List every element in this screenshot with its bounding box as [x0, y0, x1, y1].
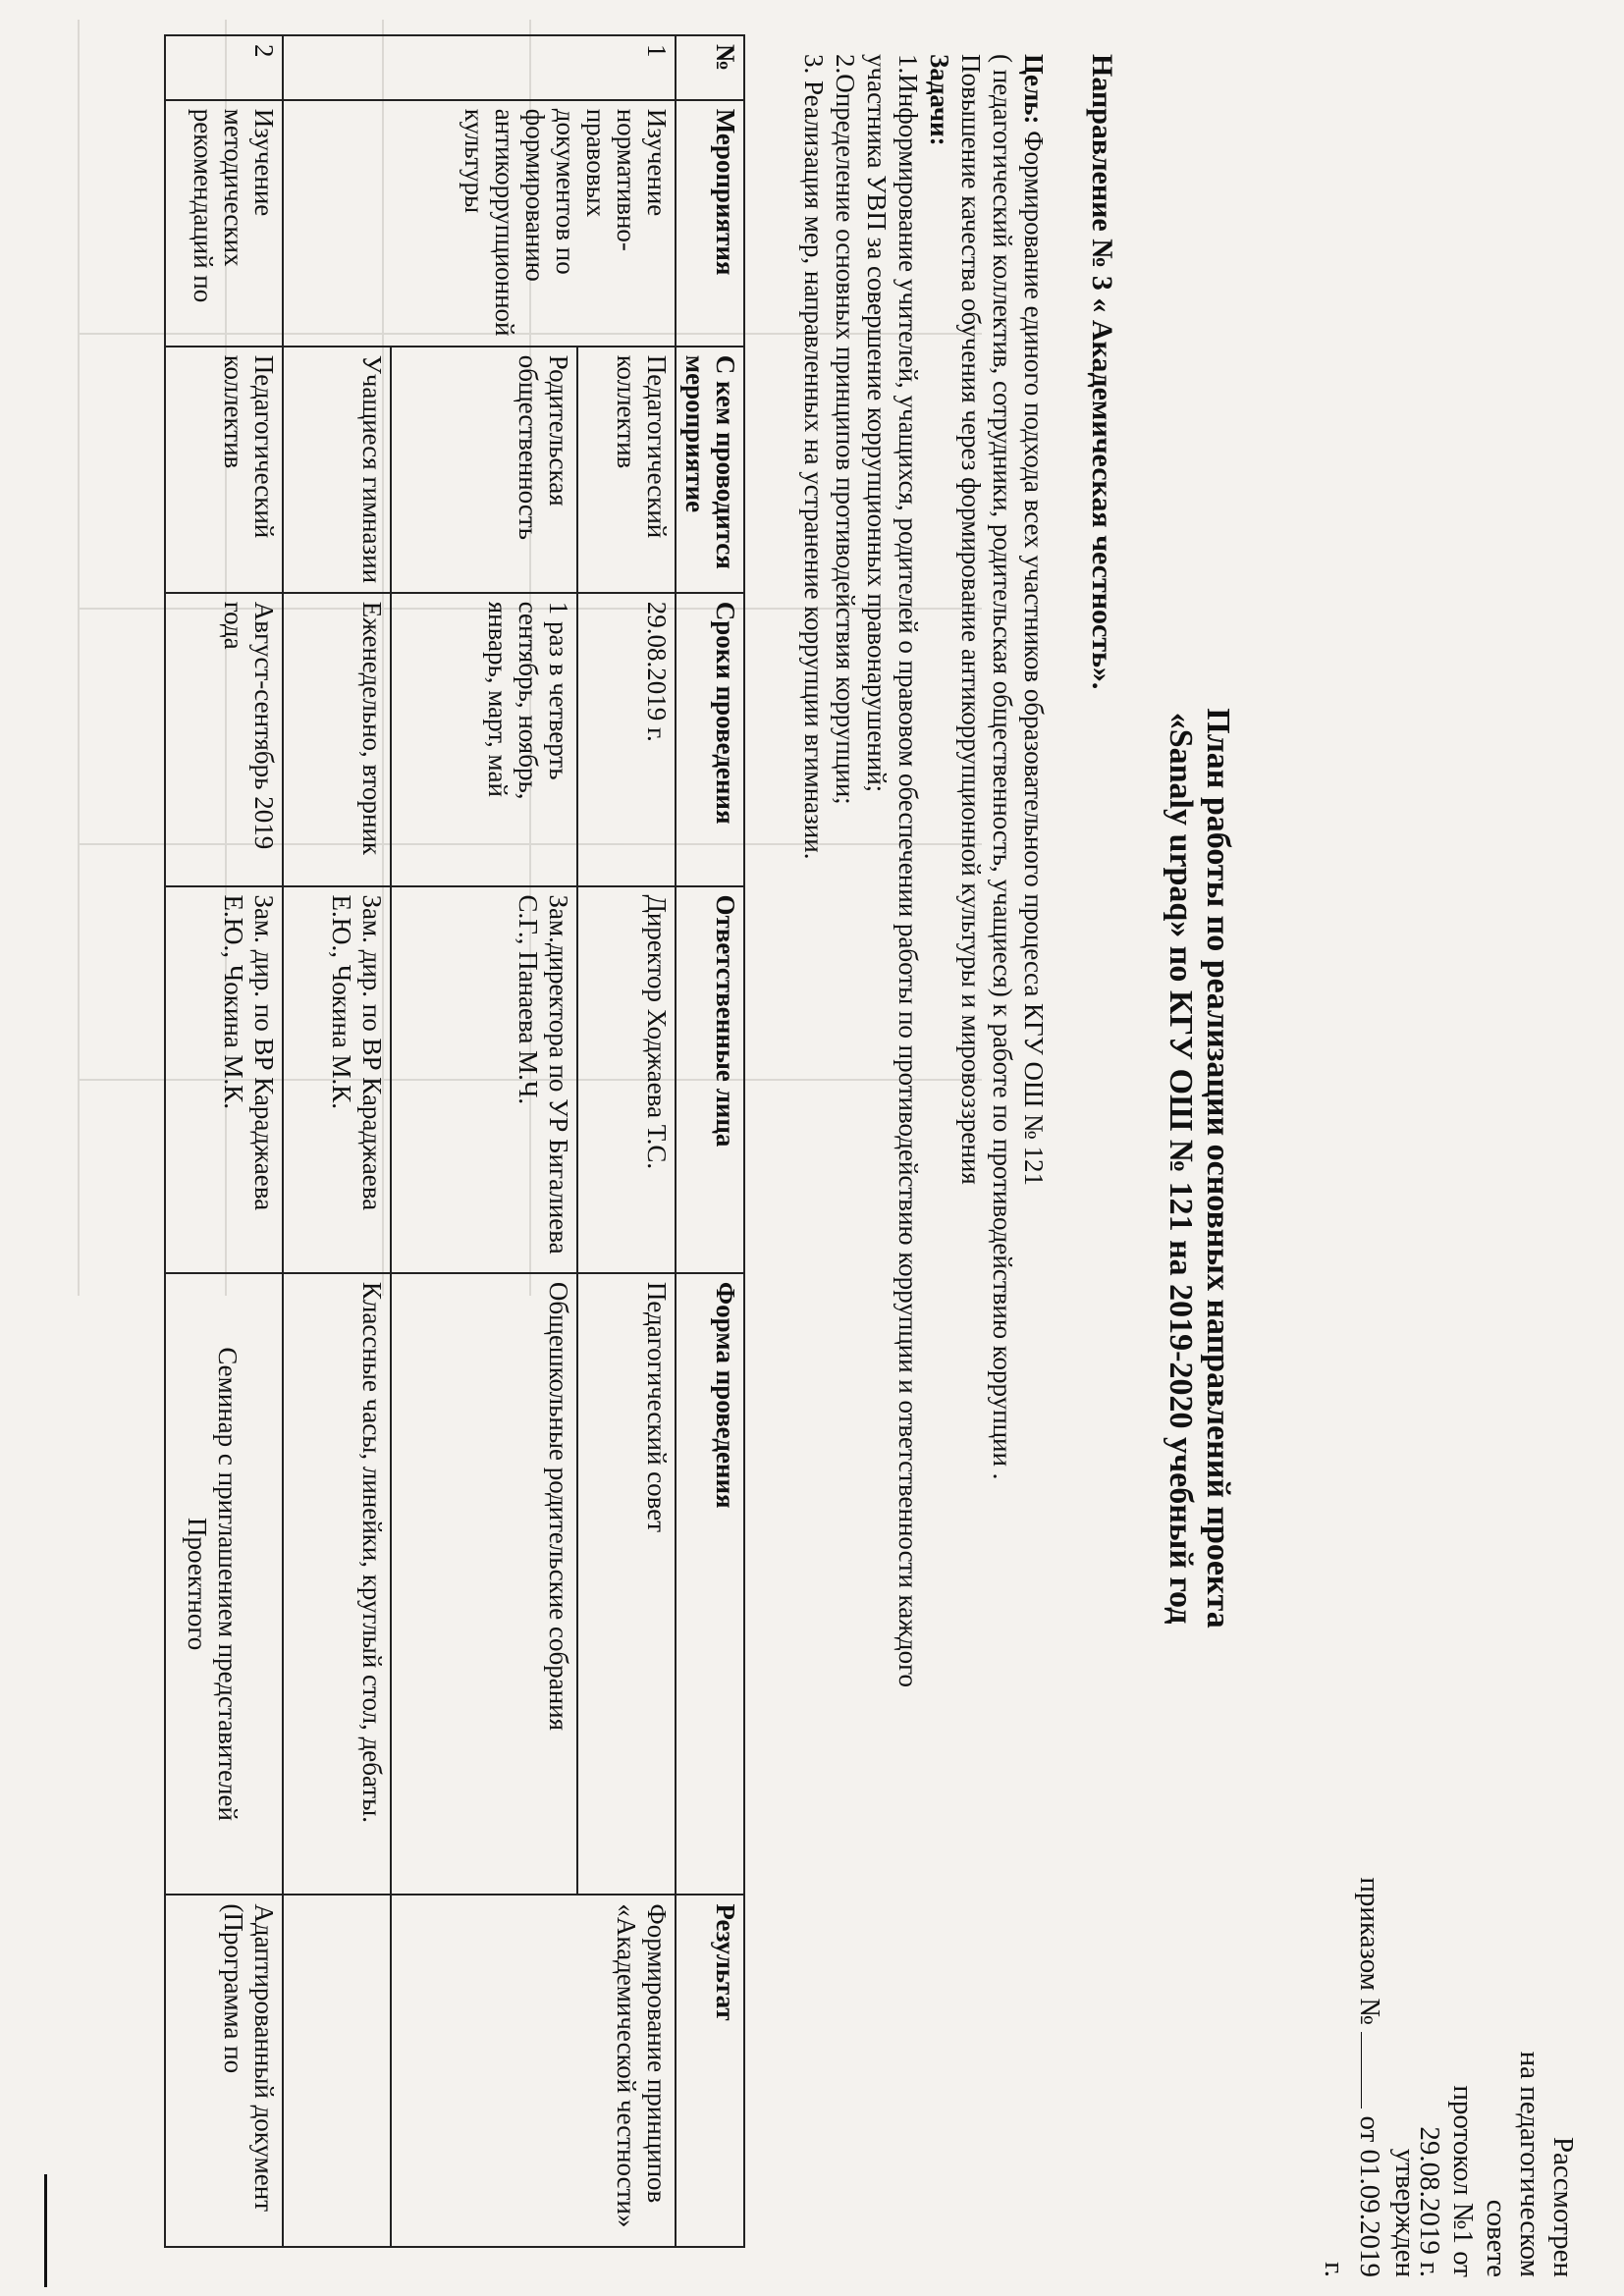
- row2-form: Семинар с приглашением представителей Проектного: [165, 1273, 283, 1895]
- row2-num: 2: [165, 35, 283, 100]
- task-2: 2.Определение основных принципов противодействия коррупции;: [831, 54, 860, 805]
- table-header-row: [676, 35, 744, 2247]
- row1-form: Педагогический совет: [577, 1273, 676, 1895]
- header-event: Мероприятия: [676, 100, 744, 347]
- direction-heading: Направление № 3 « Академическая честность».: [1086, 54, 1118, 690]
- task-1: 1.Информирование учителей, учащихся, родителей о правовом обеспечении работы по противодействию коррупции и ответственности каждого: [893, 54, 923, 1688]
- row1c-responsible: Зам. дир. по ВР Караджаева Е.Ю., Чокина М.К.: [283, 886, 391, 1273]
- task-1-cont: участника УВП за совершение коррупционных правонарушений;: [862, 54, 892, 793]
- header-num: №: [676, 35, 744, 100]
- row1-dates: 29.08.2019 г.: [577, 593, 676, 886]
- row2-with-whom: Педагогический коллектив: [165, 347, 283, 593]
- row2-result: Адаптированный документ (Программа по: [165, 1895, 283, 2247]
- row1-responsible: Директор Ходжаева Т.С.: [577, 886, 676, 1273]
- approval-order-block: [1317, 1865, 1423, 2277]
- row1b-dates: 1 раз в четверть сентябрь, ноябрь, январь, март, май: [391, 593, 577, 886]
- row1b-with-whom: Родительская общественность: [391, 347, 577, 593]
- page-title: [1162, 137, 1236, 2199]
- table-row: [165, 35, 283, 2247]
- row1c-dates: Еженедельно, вторник: [283, 593, 391, 886]
- header-with-whom: С кем проводится мероприятие: [676, 347, 744, 593]
- row1c-form: Классные часы, линейки, круглый стол, дебаты.: [283, 1273, 391, 1895]
- table-row: [283, 35, 391, 2247]
- table-row: [577, 35, 676, 2247]
- row1c-result-empty: [283, 1895, 391, 2247]
- row1b-responsible: Зам.директора по УР Бигалиева С.Г., Панаева М.Ч.: [391, 886, 577, 1273]
- task-3: 3. Реализация мер, направленных на устранение коррупции вгимназии.: [799, 54, 829, 860]
- plan-table: [164, 34, 745, 2248]
- approval-protocol: протокол №1 от 29.08.2019 г.: [1414, 2085, 1479, 2277]
- row1c-with-whom: Учащиеся гимназии: [283, 347, 391, 593]
- goal-label: Цель:: [1019, 54, 1049, 125]
- header-result: Результат: [676, 1895, 744, 2247]
- approval-approved: утвержден: [1389, 2148, 1421, 2277]
- row1-result: Формирование принципов «Академической честности»: [391, 1895, 676, 2247]
- approval-order: [1317, 1865, 1387, 2277]
- approval-reviewed: Рассмотрен: [1547, 2136, 1579, 2277]
- page-title-line1: План работы по реализации основных направлений проекта: [1200, 708, 1236, 1629]
- approval-order-blank: [1361, 2032, 1383, 2109]
- header-form: Форма проведения: [676, 1273, 744, 1895]
- goal-and-tasks: [798, 54, 1050, 2214]
- page-title-line2: «Sanaly urpaq» по КГУ ОШ № 121 на 2019-2020 учебный год: [1163, 712, 1199, 1625]
- header-dates: Сроки проведения: [676, 593, 744, 886]
- row1b-form: Общешкольные родительские собрания: [391, 1273, 577, 1895]
- tasks-label: Задачи:: [925, 54, 954, 146]
- row2-responsible: Зам. дир. по ВР Караджаева Е.Ю., Чокина М.К.: [165, 886, 283, 1273]
- approval-order-date: от 01.09.2019 г.: [1319, 2115, 1385, 2277]
- row1-num: 1: [283, 35, 676, 100]
- row2-event: Изучение методических рекомендаций по: [165, 100, 283, 347]
- goal-line2: ( педагогический коллектив, сотрудники, родительская общественность, учащиеся) к работе по противодействию коррупции .: [988, 54, 1017, 1480]
- goal-line3: Повышение качества обучения через формирование антикоррупционной культуры и мировоззрения: [956, 54, 986, 1185]
- approval-block: [1413, 1983, 1580, 2277]
- row1-event: Изучение нормативно-правовых документов по формированию антикоррупционной культуры: [283, 100, 676, 347]
- approval-council: на педагогическом совете: [1481, 2051, 1545, 2277]
- row1-with-whom: Педагогический коллектив: [577, 347, 676, 593]
- goal-line1: Цель: Формирование единого подхода всех участников образовательного процесса КГУ ОШ № 121: [1019, 54, 1049, 1187]
- row2-dates: Август-сентябрь 2019 года: [165, 593, 283, 886]
- approval-order-prefix: приказом №: [1354, 1877, 1385, 2025]
- header-responsible: Ответственные лица: [676, 886, 744, 1273]
